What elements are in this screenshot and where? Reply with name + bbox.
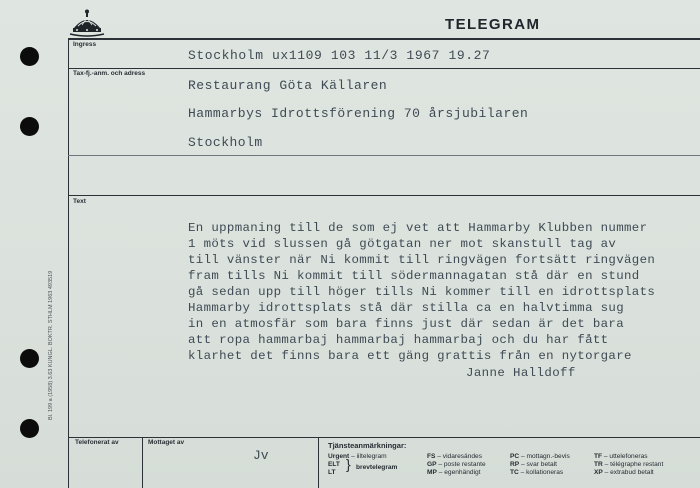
form-print-code: Bl. 199 a (1958) 3.63 KUNGL. BOKTR. STHLM 1963 493519 [48, 270, 54, 420]
footer-rule [68, 437, 700, 438]
service-code: ELT [328, 461, 340, 468]
text-rule [68, 195, 700, 196]
telefonerat-label: Telefonerat av [75, 439, 119, 446]
binder-hole [20, 349, 39, 368]
service-code: GP – poste restante [427, 461, 486, 468]
message-line: klarhet det finns bara ett gäng grattis från en nytorgare [188, 349, 632, 363]
mottaget-label: Mottaget av [148, 439, 185, 446]
binder-hole [20, 117, 39, 136]
binder-hole [20, 419, 39, 438]
ingress-label: Ingress [73, 41, 97, 48]
service-desc: brevtelegram [356, 464, 398, 471]
service-marks-title: Tjänsteanmärkningar: [328, 441, 407, 450]
address-rule [68, 155, 700, 156]
service-code: XP – extrabud betalt [594, 469, 654, 476]
message-line: in en atmosfär som bara finns just där sedan är det bara [188, 317, 624, 331]
service-code: Urgent – iiltelegram [328, 453, 387, 460]
message-line: En uppmaning till de som ej vet att Hammarby Klubben nummer [188, 221, 648, 235]
message-line: till vänster när Ni kommit till ringvägen fortsätt ringvägen [188, 253, 656, 267]
footer-divider [318, 437, 319, 488]
service-code: MP – egenhändigt [427, 469, 481, 476]
service-code: TC – kollationeras [510, 469, 564, 476]
service-code: FS – vidaresändes [427, 453, 483, 460]
address-line: Restaurang Göta Källaren [188, 78, 388, 93]
footer-divider [142, 437, 143, 488]
service-code: LT [328, 469, 336, 476]
received-initials: Jv [253, 448, 269, 463]
message-line: gå sedan upp till höger tills Ni kommer till en idrottsplats [188, 285, 656, 299]
address-label: Tax-fj.-anm. och adress [73, 70, 146, 77]
message-line: 1 möts vid slussen gå götgatan ner mot skanstull tag av [188, 237, 617, 251]
ingress-rule [68, 68, 700, 69]
address-line: Hammarbys Idrottsförening 70 årsjubilaren [188, 106, 529, 121]
message-line: Hammarby idrottsplats stå där stilla ca en halvtimma sug [188, 301, 624, 315]
top-rule [68, 38, 700, 40]
service-code: PC – mottagn.-bevis [510, 453, 570, 460]
binder-hole [20, 47, 39, 66]
service-code: TF – uttelefoneras [594, 453, 648, 460]
address-line: Stockholm [188, 135, 263, 150]
ingress-value: Stockholm ux1109 103 11/3 1967 19.27 [188, 48, 491, 63]
signature: Janne Halldoff [466, 366, 576, 380]
message-line: fram tills Ni kommit till södermannagatan stå där en stund [188, 269, 640, 283]
message-line: att ropa hammarbaj hammarbaj hammarbaj och du har fått [188, 333, 609, 347]
text-label: Text [73, 198, 86, 205]
form-title: TELEGRAM [445, 16, 541, 33]
crown-icon [68, 8, 106, 38]
service-bracket: } [346, 456, 351, 472]
service-code: RP – svar betalt [510, 461, 557, 468]
left-border [68, 38, 69, 488]
service-code: TR – télégraphe restant [594, 461, 664, 468]
